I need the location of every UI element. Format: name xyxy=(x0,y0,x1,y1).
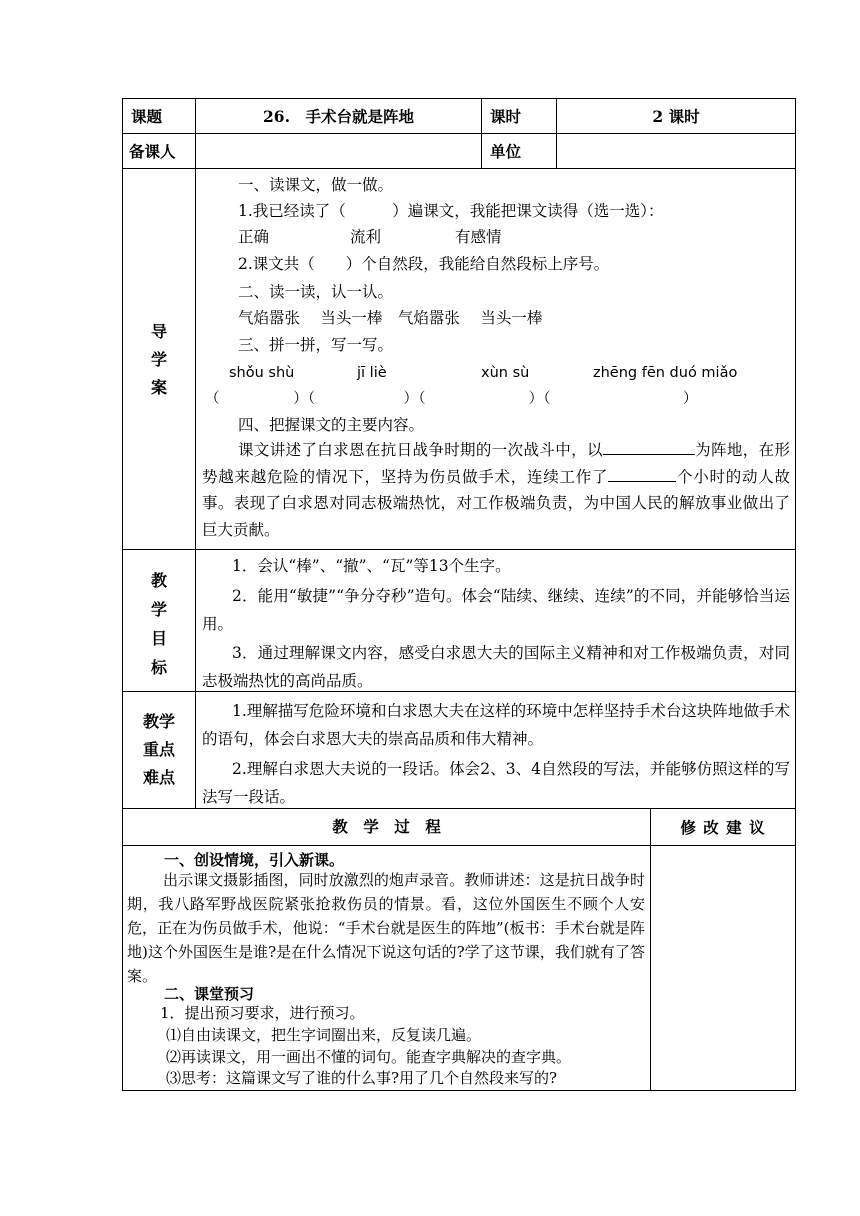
goals-label-char: 标 xyxy=(150,658,167,677)
goals-label-char: 学 xyxy=(150,600,167,619)
goal-item-3: 3．通过理解课文内容，感受白求恩大夫的国际主义精神和对工作极端负责，对同志极端热忱的高尚品质。 xyxy=(202,644,790,690)
reading-question-2: 2.课文共（ ）个自然段，我能给自然段标上序号。 xyxy=(238,255,610,273)
keypoint-item-2: 2.理解白求恩大夫说的一段话。体会2、3、4自然段的写法，并能够仿照这样的写法写一段话。 xyxy=(202,760,790,806)
pinyin-3: xùn sù xyxy=(481,365,530,381)
keypoints-label-line: 教学 xyxy=(142,712,175,731)
keypoints-label-line: 难点 xyxy=(142,768,175,787)
step-2-line-1: 1．提出预习要求，进行预习。 xyxy=(160,1004,365,1022)
preparer-value-cell xyxy=(195,133,482,169)
vocab-words: 气焰嚣张 当头一棒 气焰嚣张 当头一棒 xyxy=(238,309,543,327)
process-header: 教 学 过 程 xyxy=(332,817,441,836)
goal-item-2: 2．能用“敏捷”“争分夺秒”造句。体会“陆续、继续、连续”的不同，并能够恰当运用。 xyxy=(202,587,790,633)
section-4-title: 四、把握课文的主要内容。 xyxy=(238,416,425,434)
step-2-line-2: ⑴自由读课文，把生字词圈出来，反复读几遍。 xyxy=(166,1026,482,1044)
step-1-title: 一、创设情境，引入新课。 xyxy=(164,851,345,869)
goals-label xyxy=(122,566,196,682)
keypoint-item-1: 1.理解描写危险环境和白求恩大夫在这样的环境中怎样坚持手术台这块阵地做手术的语句，体会白求恩大夫的崇高品质和伟大精神。 xyxy=(202,702,790,748)
section-2-title: 二、读一读，认一认。 xyxy=(238,283,394,301)
pinyin-4: zhēng fēn duó miǎo xyxy=(593,365,738,381)
period-value: 2 课时 xyxy=(652,107,700,126)
preparer-label: 备课人 xyxy=(129,142,176,161)
guide-label xyxy=(122,318,196,402)
step-1-body: 出示课文摄影插图，同时放激烈的炮声录音。教师讲述：这是抗日战争时期，我八路军野战医院紧张抢救伤员的情景。看，这位外国医生不顾个人安危，正在为伤员做手术，他说：“手术台就是医生的阵地”(板书：手术台就是阵地)这个外国医生是谁?是在什么情况下说这句话的?学了这节课，我们就有了答案。 xyxy=(127,871,645,985)
fill-blank-hours[interactable] xyxy=(608,465,676,482)
revision-header: 修 改 建 议 xyxy=(680,818,766,837)
unit-label: 单位 xyxy=(490,142,522,161)
step-2-line-4: ⑶思考：这篇课文写了谁的什么事?用了几个自然段来写的? xyxy=(166,1069,558,1087)
title-label: 课题 xyxy=(131,107,163,126)
goals-label-char: 教 xyxy=(150,571,167,590)
guide-label-char: 案 xyxy=(150,378,167,397)
summary-part-1: 课文讲述了白求恩在抗日战争时期的一次战斗中，以 xyxy=(238,441,603,459)
section-1-title: 一、读课文，做一做。 xyxy=(238,176,394,194)
period-label: 课时 xyxy=(490,107,522,126)
step-2-line-3: ⑵再读课文，用一画出不懂的词句。能查字典解决的查字典。 xyxy=(166,1048,572,1066)
reading-question-1: 1.我已经读了（ ）遍课文，我能把课文读得（选一选）： xyxy=(238,202,664,220)
revision-body-cell[interactable] xyxy=(650,845,796,1091)
keypoints-label xyxy=(122,708,196,792)
pinyin-1: shǒu shù xyxy=(229,365,295,381)
step-2-title: 二、课堂预习 xyxy=(164,985,255,1003)
pinyin-2: jī liè xyxy=(357,365,387,381)
guide-label-char: 导 xyxy=(150,322,167,341)
lesson-title: 26. 手术台就是阵地 xyxy=(263,107,414,126)
option-expressive: 有感情 xyxy=(455,228,502,246)
main-content-paragraph xyxy=(202,437,790,543)
summary-part-3: 个小时的动人故事。表现了白求恩对同志极端热忱，对工作极端负责，为中国人民的解放事业做出了巨大贡献。 xyxy=(202,467,790,539)
keypoints-label-line: 重点 xyxy=(142,740,175,759)
summary-part-2: 为阵地，在形势越来越危险的情况下，坚持为伤员做手术，连续工作了 xyxy=(202,441,790,486)
option-fluent: 流利 xyxy=(350,228,382,246)
guide-label-char: 学 xyxy=(150,350,167,369)
option-correct: 正确 xyxy=(238,228,270,246)
pinyin-answer-brackets: （ ）（ ）（ ）（ ） xyxy=(205,391,698,407)
goal-item-1: 1．会认“棒”、“撤”、“瓦”等13个生字。 xyxy=(232,557,511,575)
unit-value-cell xyxy=(556,133,796,169)
section-3-title: 三、拼一拼，写一写。 xyxy=(238,336,394,354)
goals-label-char: 目 xyxy=(150,629,167,648)
fill-blank-place[interactable] xyxy=(603,438,695,455)
